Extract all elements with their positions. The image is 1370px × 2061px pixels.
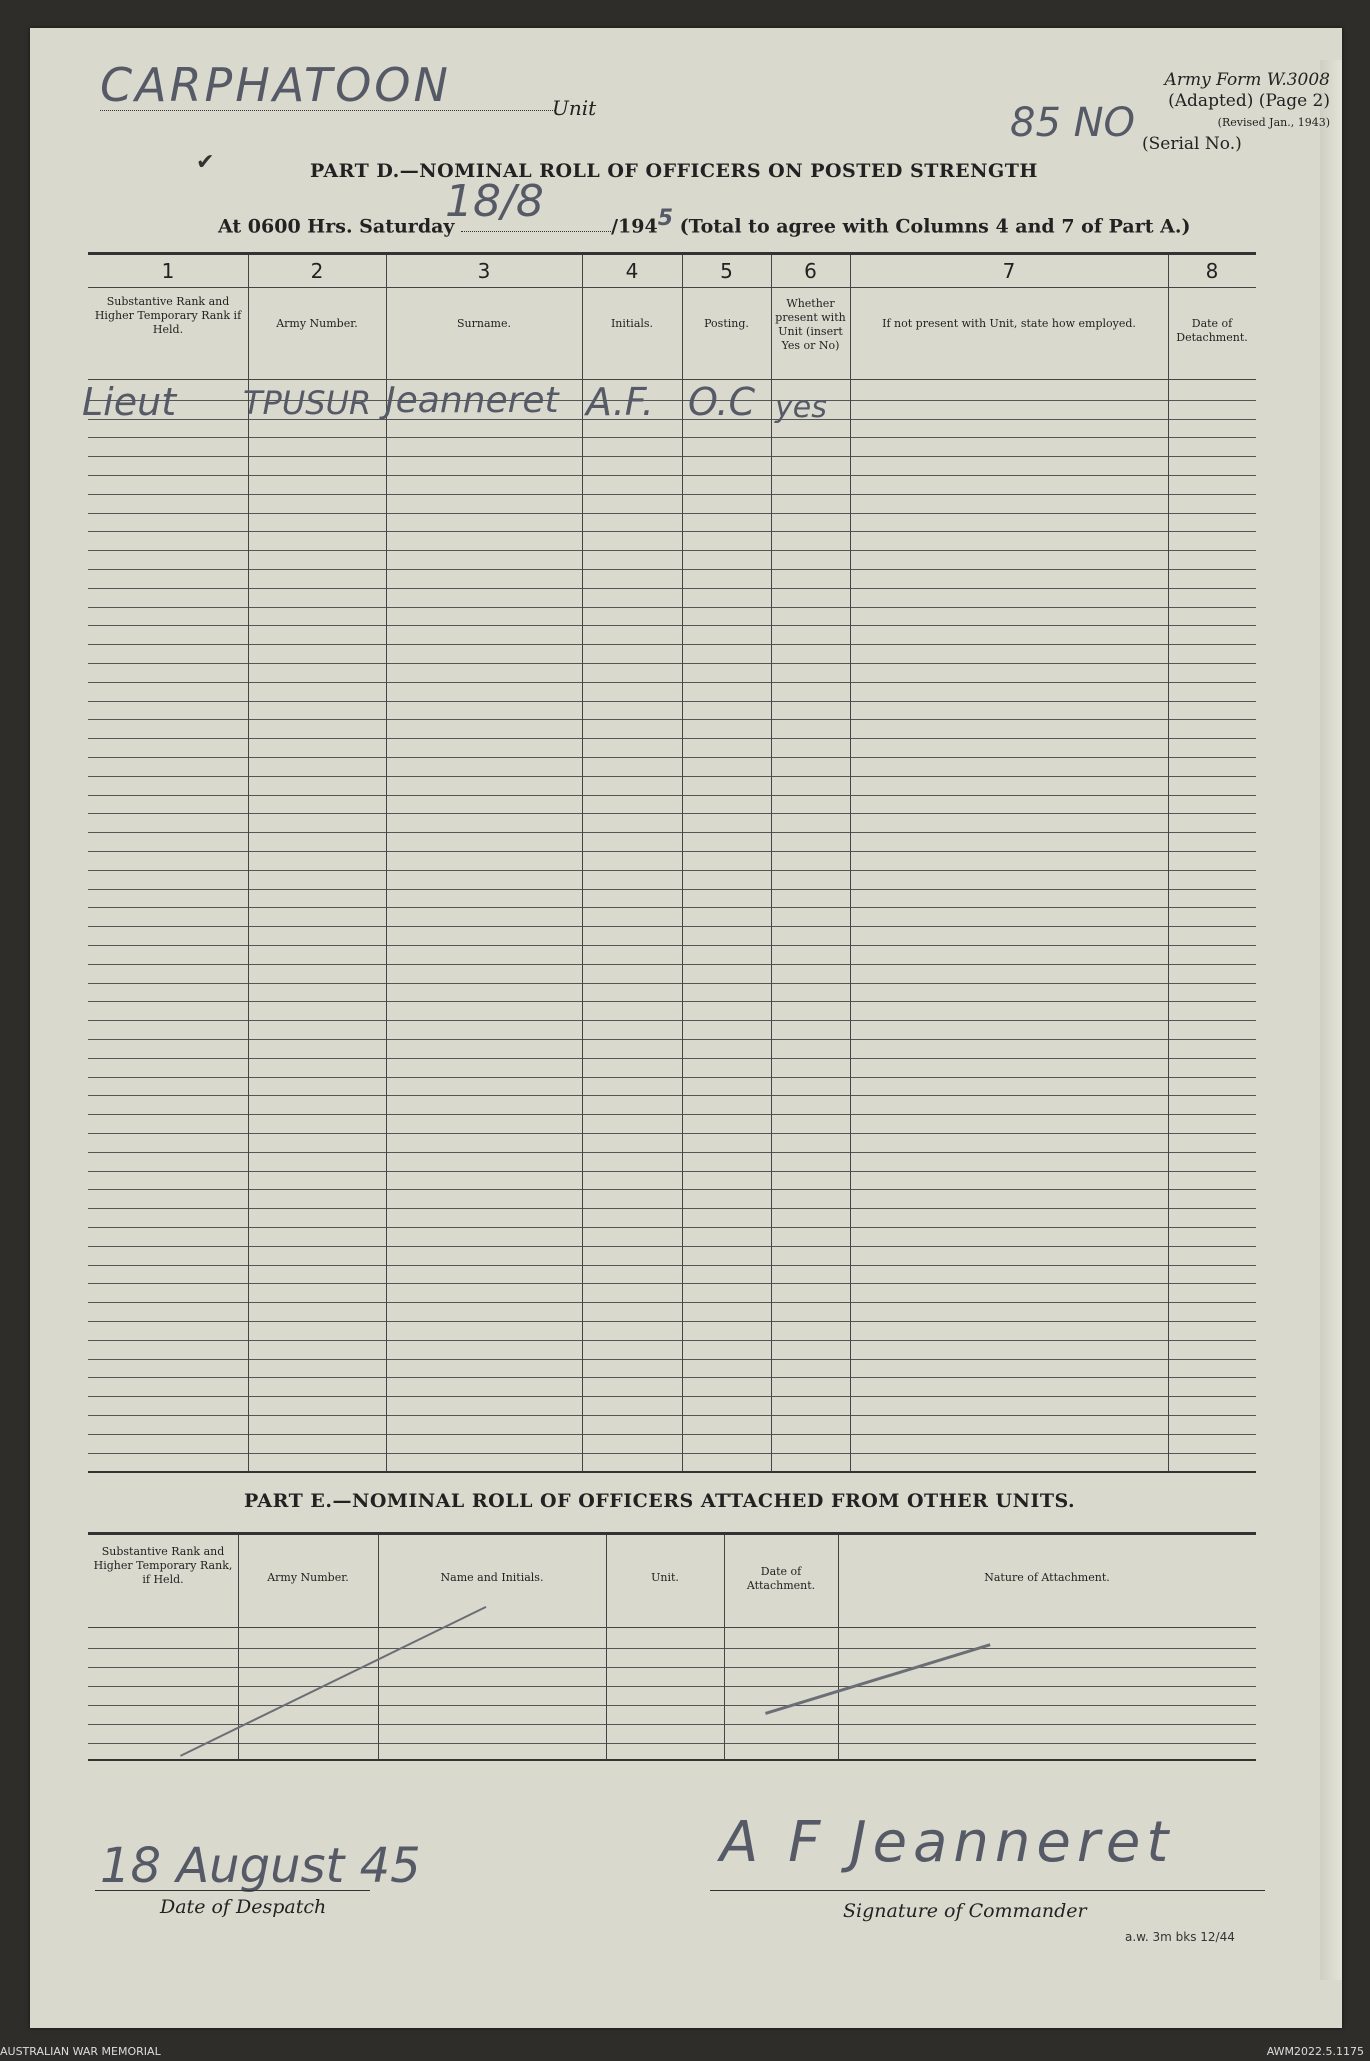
table-row	[88, 1705, 1256, 1706]
part-e-rows	[88, 1629, 1256, 1759]
unit-label: Unit	[552, 96, 597, 120]
column-header: Name and Initials.	[440, 1571, 544, 1584]
column-number: 4	[625, 259, 639, 283]
sheet-edge	[1320, 60, 1342, 1980]
column-header: Substantive Rank and Higher Temporary Rank if Held.	[94, 295, 242, 336]
form-revised: (Revised Jan., 1943)	[1217, 116, 1330, 129]
tick-mark: ✔	[196, 150, 215, 175]
entry-posting: O.C	[688, 380, 755, 424]
form-identifier	[1165, 70, 1330, 133]
entry-army-number: TPUSUR	[243, 384, 372, 422]
column-header: Date of Detachment.	[1176, 317, 1248, 344]
form-number: Army Form W.3008	[1164, 70, 1330, 90]
despatch-label: Date of Despatch	[160, 1896, 327, 1918]
part-e-column-4	[606, 1535, 607, 1759]
column-number: 1	[161, 259, 175, 283]
part-d-column-1	[88, 255, 248, 1471]
column-header: Surname.	[457, 317, 511, 330]
date-year: /194	[611, 215, 658, 238]
part-d-column-5	[682, 255, 772, 1471]
table-row	[88, 1724, 1256, 1725]
column-header: If not present with Unit, state how employed.	[882, 317, 1136, 330]
part-e-title: PART E.—NOMINAL ROLL OF OFFICERS ATTACHED FROM OTHER UNITS.	[244, 1490, 1076, 1512]
serial-label: (Serial No.)	[1142, 134, 1242, 154]
column-header: Initials.	[610, 317, 654, 330]
entry-rank: Lieut	[82, 380, 177, 424]
commander-signature: A F Jeanneret	[720, 1810, 1175, 1875]
column-header: Whether present with Unit (insert Yes or No)	[775, 297, 846, 352]
date-suffix: (Total to agree with Columns 4 and 7 of Part A.)	[679, 215, 1191, 238]
column-number: 3	[477, 259, 491, 283]
part-d-column-6	[771, 255, 851, 1471]
part-e-column-5	[724, 1535, 725, 1759]
column-number: 7	[1002, 259, 1016, 283]
column-header: Nature of Attachment.	[984, 1571, 1110, 1584]
part-e-column-6	[838, 1535, 839, 1759]
archive-credit: AUSTRALIAN WAR MEMORIAL	[0, 2045, 161, 2058]
column-number: 8	[1205, 259, 1219, 283]
archive-reference: AWM2022.5.1175	[1266, 2045, 1364, 2058]
unit-value: CARPHATOON	[100, 58, 451, 112]
serial-value: 85 NO	[1010, 100, 1136, 146]
column-header: Posting.	[704, 317, 749, 330]
part-d-column-2	[248, 255, 387, 1471]
column-header: Unit.	[651, 1571, 679, 1584]
part-d-column-7	[850, 255, 1169, 1471]
part-d-title: PART D.—NOMINAL ROLL OF OFFICERS ON POSTED STRENGTH	[310, 160, 1038, 182]
despatch-line	[95, 1890, 370, 1891]
print-code: a.w. 3m bks 12/44	[1125, 1930, 1235, 1944]
year-hand: 5	[657, 206, 673, 231]
part-d-column-4	[582, 255, 683, 1471]
table-row	[88, 1667, 1256, 1668]
part-e-table	[88, 1532, 1256, 1761]
unit-line	[100, 110, 555, 111]
column-number: 2	[310, 259, 324, 283]
entry-initials: A.F.	[586, 380, 654, 424]
entry-surname: Jeanneret	[385, 380, 559, 421]
table-row	[88, 1686, 1256, 1687]
part-d-date-line	[218, 206, 1190, 237]
part-d-table	[88, 252, 1256, 1473]
column-header: Army Number.	[267, 1571, 349, 1584]
form-adapted: (Adapted) (Page 2)	[1168, 91, 1330, 111]
signature-line	[710, 1890, 1265, 1891]
column-header: Date of Attachment.	[746, 1565, 816, 1592]
part-d-column-3	[386, 255, 583, 1471]
table-row	[88, 1743, 1256, 1744]
signature-label: Signature of Commander	[843, 1900, 1087, 1922]
despatch-value: 18 August 45	[100, 1838, 421, 1894]
column-number: 6	[804, 259, 817, 283]
part-d-column-8	[1168, 255, 1257, 1471]
column-header: Army Number.	[276, 317, 358, 330]
part-e-column-3	[378, 1535, 379, 1759]
date-prefix: At 0600 Hrs. Saturday	[218, 215, 455, 238]
table-row	[88, 1648, 1256, 1649]
date-value: 18/8	[445, 176, 544, 227]
column-header: Substantive Rank and Higher Temporary Rank, if Held.	[93, 1545, 233, 1586]
entry-present: yes	[775, 390, 827, 425]
header-divider	[88, 1627, 1256, 1628]
column-number: 5	[720, 259, 733, 283]
